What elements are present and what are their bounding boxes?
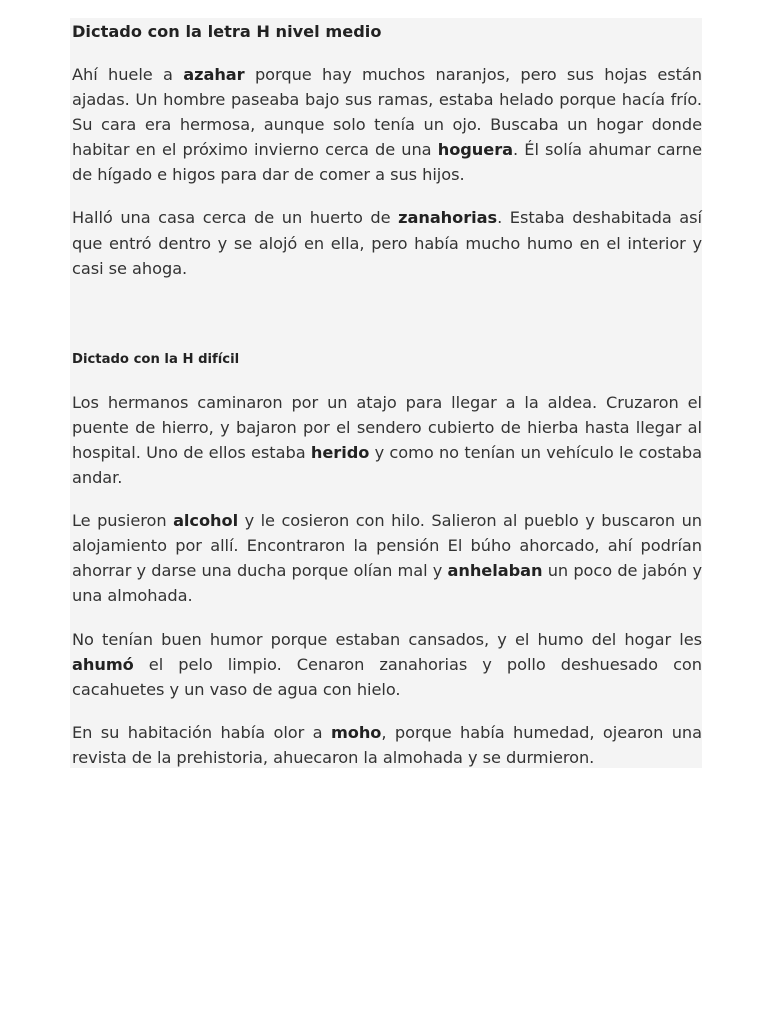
bold-word: hoguera: [437, 140, 514, 160]
text-run: Los hermanos caminaron por un atajo para llegar a la aldea. Cruzaron el puente de hierro, y bajaron por el sendero cubierto de hierba hasta llegar al hospital. Uno de ellos estaba: [72, 392, 702, 462]
text-run: próximo invierno: [182, 140, 319, 160]
paragraph-4: [72, 508, 702, 608]
text-run: Halló una casa cerca de un huerto de: [72, 208, 399, 228]
text-run: . Él solía ahumar carne de hígado e higos para dar de comer a sus hijos.: [72, 140, 702, 185]
text-run: No tenían buen humor porque estaban cansados, y el humo del hogar les: [72, 629, 702, 649]
bold-word: herido: [310, 442, 370, 462]
document-content: [72, 19, 702, 770]
bold-word: zanahorias: [398, 208, 498, 228]
text-run: . Estaba deshabitada así que entró dentro y se alojó en ella, pero había mucho humo en el interior y casi se ahoga.: [72, 208, 702, 278]
paragraph-6: [72, 720, 702, 770]
paragraph-2: [72, 205, 702, 280]
text-run: Cenaron zanahorias: [296, 654, 468, 674]
text-run: un poco de jabón y una almohada.: [72, 561, 702, 606]
bold-word: ahumó: [72, 654, 134, 674]
bold-word: moho: [330, 722, 382, 742]
text-run: Ahí huele a: [72, 65, 184, 84]
bold-word: alcohol: [173, 511, 239, 531]
text-run: porque hay muchos naranjos, pero sus hojas están ajadas. Un hombre paseaba bajo sus ramas, estaba helado porque hacía frío. Su cara era hermosa, aunque solo tenía un ojo. Buscaba un hogar donde habitar en el: [72, 65, 702, 160]
text-run: y pollo deshuesado con cacahuetes y un vaso de agua con hielo.: [72, 654, 702, 699]
text-run: En su habitación había olor a: [72, 722, 331, 742]
bold-word: anhelaban: [447, 561, 543, 581]
text-run: , porque había humedad, ojearon una revista de la prehistoria, ahuecaron la almohada y se durmieron.: [72, 722, 702, 767]
text-run: y le cosieron con hilo. Salieron al pueblo y buscaron un alojamiento por allí. Encontraron la pensión El búho ahorcado, ahí podrían ahorrar y darse una ducha porque olían mal y: [72, 511, 702, 581]
bold-word: azahar: [183, 65, 245, 84]
text-run: cerca de una: [318, 140, 438, 160]
text-run: Le pusieron: [72, 511, 174, 531]
paragraph-5: [72, 627, 702, 702]
paragraph-1: [72, 62, 702, 187]
section-title-dificil: Dictado con la H difícil: [72, 351, 240, 367]
text-run: el pelo limpio.: [133, 654, 297, 674]
text-run: y como no tenían un vehículo le costaba andar.: [72, 442, 702, 488]
paragraph-3: [72, 390, 702, 490]
section-title-medio: Dictado con la letra H nivel medio: [72, 22, 382, 41]
